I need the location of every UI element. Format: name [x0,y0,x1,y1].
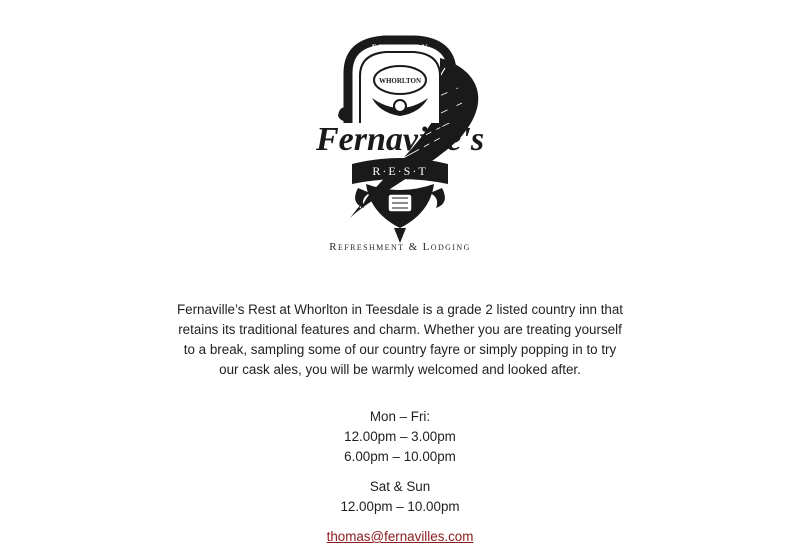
logo-banner-text: RECEPTION [371,43,429,52]
logo [0,28,800,258]
hours-weekend-slot-1: 12.00pm – 10.00pm [340,499,460,514]
opening-hours-weekend [0,477,800,517]
logo-crest-text: WHORLTON [378,77,422,85]
hours-weekday-slot-2: 6.00pm – 10.00pm [344,449,456,464]
hours-weekday-label: Mon – Fri: [369,409,431,424]
logo-brand-text: Fernaville's [315,121,485,158]
logo-rest-text: R·E·S·T [372,164,428,178]
contact-email [0,527,800,547]
intro-paragraph: Fernaville’s Rest at Whorlton in Teesdale is a grade 2 listed country inn that retains its traditional features and charm. Whether you are treating yourself to a break, sampling some of our country fayre or simply popping in to try our cask ales, you will be warmly welcomed and looked after. [176,302,624,377]
fernavilles-logo-emblem [280,28,520,258]
hours-weekend-label: Sat & Sun [369,479,431,494]
tagline: Refreshment & Lodging [329,241,471,253]
hours-weekday-slot-1: 12.00pm – 3.00pm [344,429,456,444]
email-link[interactable]: thomas@fernavilles.com [326,529,474,544]
opening-hours-weekday [0,407,800,467]
